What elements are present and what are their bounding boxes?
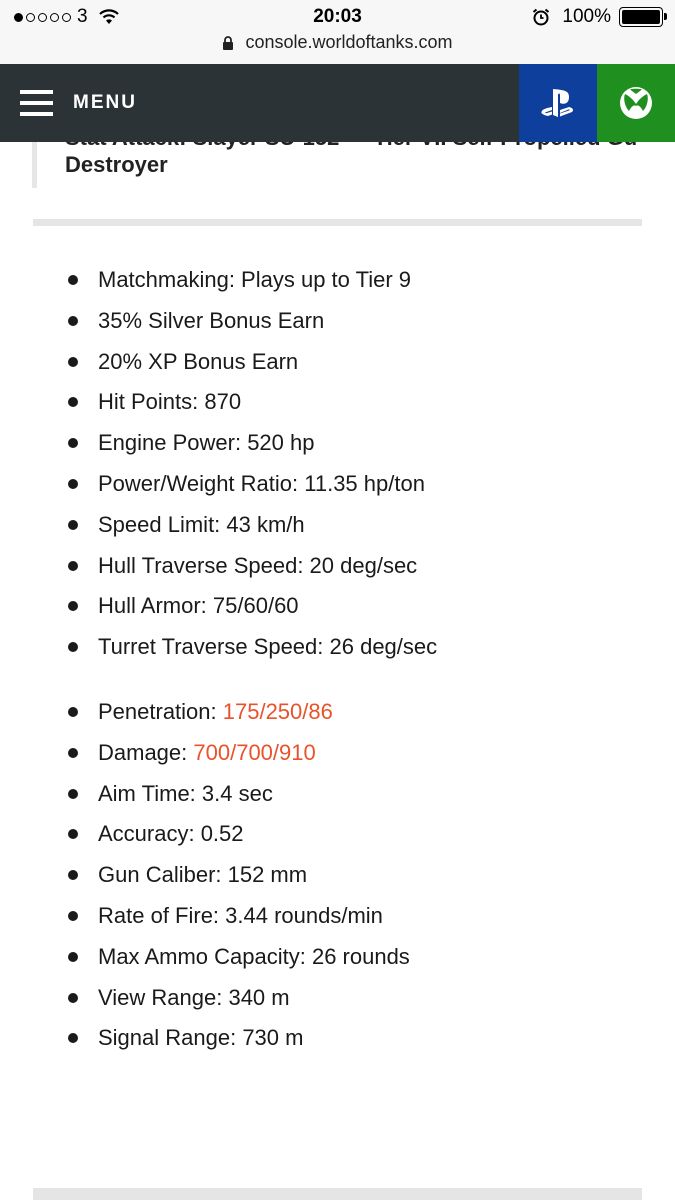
section-divider <box>33 219 642 226</box>
list-item: Power/Weight Ratio: 11.35 hp/ton <box>68 464 437 505</box>
list-item: Hull Traverse Speed: 20 deg/sec <box>68 546 437 587</box>
list-item: Matchmaking: Plays up to Tier 9 <box>68 260 437 301</box>
list-item: 35% Silver Bonus Earn <box>68 301 437 342</box>
address-bar[interactable] <box>0 32 675 53</box>
url-text: console.worldoftanks.com <box>245 32 453 52</box>
section-divider <box>33 1188 642 1200</box>
list-item: Speed Limit: 43 km/h <box>68 505 437 546</box>
lock-icon <box>222 36 234 51</box>
list-item <box>68 733 410 774</box>
list-item: Accuracy: 0.52 <box>68 814 410 855</box>
battery-percent: 100% <box>562 6 611 27</box>
battery-area <box>532 6 663 28</box>
xbox-button[interactable] <box>597 64 675 142</box>
menu-button[interactable]: MENU <box>73 92 137 113</box>
stat-highlight-value: 175/250/86 <box>222 699 333 724</box>
status-bar <box>0 0 675 64</box>
xbox-icon <box>616 83 656 123</box>
list-item: Engine Power: 520 hp <box>68 423 437 464</box>
list-item: Hull Armor: 75/60/60 <box>68 586 437 627</box>
list-item: Rate of Fire: 3.44 rounds/min <box>68 896 410 937</box>
list-item <box>68 692 410 733</box>
article-title-continued: Destroyer <box>65 152 168 177</box>
vehicle-stats-list <box>68 260 437 668</box>
list-item: 20% XP Bonus Earn <box>68 342 437 383</box>
hamburger-menu-icon[interactable] <box>20 90 53 116</box>
list-item: Aim Time: 3.4 sec <box>68 774 410 815</box>
list-item: Turret Traverse Speed: 26 deg/sec <box>68 627 437 668</box>
list-item: Hit Points: 870 <box>68 382 437 423</box>
battery-icon <box>619 7 663 27</box>
stat-label: Penetration: <box>98 699 223 724</box>
playstation-icon <box>538 83 578 123</box>
list-item: Signal Range: 730 m <box>68 1018 410 1059</box>
playstation-button[interactable] <box>519 64 597 142</box>
list-item: Max Ammo Capacity: 26 rounds <box>68 937 410 978</box>
gun-stats-list <box>68 692 410 1059</box>
list-item: View Range: 340 m <box>68 978 410 1019</box>
clock: 20:03 <box>313 6 362 27</box>
site-nav-bar <box>0 64 675 142</box>
alarm-clock-icon <box>532 8 550 26</box>
stat-label: Damage: <box>98 739 194 765</box>
stat-highlight-value: 700/700/910 <box>193 739 316 765</box>
list-item: Gun Caliber: 152 mm <box>68 855 410 896</box>
carrier-name: 3 <box>77 6 88 27</box>
